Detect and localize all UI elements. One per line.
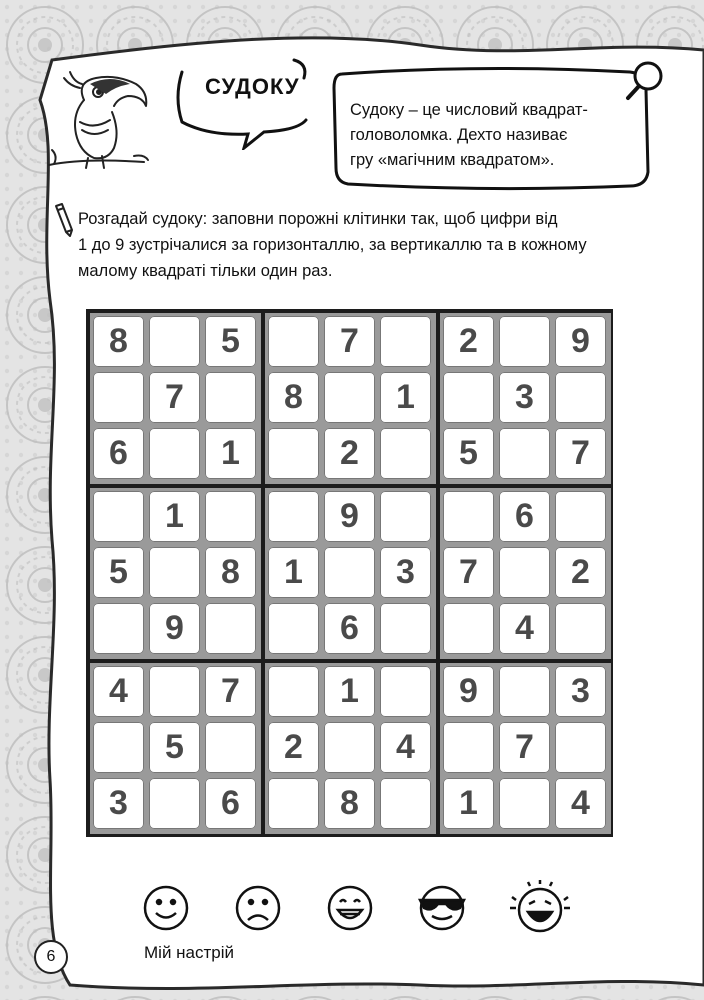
- sudoku-given-cell: 8: [324, 778, 375, 829]
- sudoku-given-cell: 9: [443, 666, 494, 717]
- sudoku-empty-cell[interactable]: [205, 603, 256, 654]
- instruction-line: малому квадраті тільки один раз.: [78, 262, 333, 280]
- sudoku-given-cell: 7: [149, 372, 200, 423]
- instruction-line: 1 до 9 зустрічалися за горизонталлю, за вертикаллю та в кожному: [78, 236, 587, 254]
- sudoku-given-cell: 6: [324, 603, 375, 654]
- sudoku-empty-cell[interactable]: [149, 428, 200, 479]
- sudoku-empty-cell[interactable]: [555, 372, 606, 423]
- sudoku-empty-cell[interactable]: [93, 603, 144, 654]
- sudoku-given-cell: 9: [324, 491, 375, 542]
- sudoku-given-cell: 7: [324, 316, 375, 367]
- info-line: гру «магічним квадратом».: [350, 151, 555, 169]
- sudoku-empty-cell[interactable]: [443, 372, 494, 423]
- sudoku-empty-cell[interactable]: [268, 603, 319, 654]
- sudoku-empty-cell[interactable]: [149, 316, 200, 367]
- page-number: 6: [34, 940, 68, 974]
- sudoku-empty-cell[interactable]: [380, 666, 431, 717]
- sudoku-given-cell: 2: [268, 722, 319, 773]
- sudoku-block: [265, 313, 436, 484]
- sudoku-given-cell: 1: [205, 428, 256, 479]
- mood-label: Мій настрій: [144, 943, 235, 962]
- sudoku-empty-cell[interactable]: [555, 491, 606, 542]
- sudoku-empty-cell[interactable]: [443, 603, 494, 654]
- sudoku-empty-cell[interactable]: [93, 491, 144, 542]
- sudoku-empty-cell[interactable]: [443, 722, 494, 773]
- sad-face-icon[interactable]: [237, 887, 279, 929]
- sudoku-given-cell: 8: [205, 547, 256, 598]
- sudoku-given-cell: 1: [324, 666, 375, 717]
- sudoku-given-cell: 4: [499, 603, 550, 654]
- sudoku-given-cell: 3: [93, 778, 144, 829]
- sudoku-given-cell: 5: [149, 722, 200, 773]
- info-line: Судоку – це числовий квадрат-: [350, 101, 588, 119]
- sudoku-empty-cell[interactable]: [93, 722, 144, 773]
- sudoku-given-cell: 1: [443, 778, 494, 829]
- sudoku-given-cell: 8: [93, 316, 144, 367]
- sudoku-given-cell: 3: [499, 372, 550, 423]
- sudoku-empty-cell[interactable]: [380, 316, 431, 367]
- instruction-text: [78, 206, 638, 284]
- sudoku-empty-cell[interactable]: [268, 428, 319, 479]
- parrot-mascot-icon: [44, 70, 154, 185]
- sudoku-given-cell: 9: [555, 316, 606, 367]
- sudoku-empty-cell[interactable]: [499, 778, 550, 829]
- sudoku-given-cell: 2: [443, 316, 494, 367]
- sudoku-empty-cell[interactable]: [380, 603, 431, 654]
- sudoku-block: [90, 663, 261, 834]
- sudoku-empty-cell[interactable]: [268, 316, 319, 367]
- info-line: головоломка. Дехто називає: [350, 126, 568, 144]
- sudoku-empty-cell[interactable]: [149, 547, 200, 598]
- sudoku-given-cell: 1: [380, 372, 431, 423]
- sudoku-empty-cell[interactable]: [555, 603, 606, 654]
- grin-face-icon[interactable]: [329, 887, 371, 929]
- sudoku-given-cell: 5: [205, 316, 256, 367]
- sudoku-block: [90, 488, 261, 659]
- sudoku-empty-cell[interactable]: [443, 491, 494, 542]
- sudoku-empty-cell[interactable]: [499, 666, 550, 717]
- sudoku-given-cell: 1: [149, 491, 200, 542]
- instruction-line: Розгадай судоку: заповни порожні клітинки так, щоб цифри від: [78, 210, 558, 228]
- sudoku-empty-cell[interactable]: [205, 491, 256, 542]
- sudoku-empty-cell[interactable]: [324, 547, 375, 598]
- sudoku-given-cell: 1: [268, 547, 319, 598]
- sudoku-empty-cell[interactable]: [93, 372, 144, 423]
- sudoku-block: [90, 313, 261, 484]
- sudoku-given-cell: 6: [205, 778, 256, 829]
- sudoku-block: [440, 663, 611, 834]
- sudoku-given-cell: 8: [268, 372, 319, 423]
- sudoku-empty-cell[interactable]: [268, 778, 319, 829]
- sudoku-empty-cell[interactable]: [324, 722, 375, 773]
- sudoku-given-cell: 4: [555, 778, 606, 829]
- sudoku-given-cell: 4: [380, 722, 431, 773]
- sudoku-empty-cell[interactable]: [499, 547, 550, 598]
- sudoku-given-cell: 2: [555, 547, 606, 598]
- sudoku-empty-cell[interactable]: [380, 491, 431, 542]
- sudoku-empty-cell[interactable]: [499, 316, 550, 367]
- title-bubble: [168, 50, 318, 150]
- sudoku-given-cell: 3: [380, 547, 431, 598]
- sudoku-given-cell: 7: [555, 428, 606, 479]
- sudoku-empty-cell[interactable]: [499, 428, 550, 479]
- sudoku-empty-cell[interactable]: [555, 722, 606, 773]
- sudoku-block: [440, 313, 611, 484]
- sunglasses-face-icon[interactable]: [420, 887, 464, 929]
- sudoku-grid: [86, 309, 613, 837]
- info-text: [350, 98, 630, 173]
- laughing-face-icon[interactable]: [510, 880, 570, 931]
- sudoku-empty-cell[interactable]: [380, 778, 431, 829]
- sudoku-given-cell: 5: [443, 428, 494, 479]
- sudoku-empty-cell[interactable]: [324, 372, 375, 423]
- sudoku-given-cell: 7: [499, 722, 550, 773]
- sudoku-given-cell: 6: [93, 428, 144, 479]
- sudoku-block: [440, 488, 611, 659]
- sudoku-empty-cell[interactable]: [380, 428, 431, 479]
- sudoku-given-cell: 6: [499, 491, 550, 542]
- sudoku-given-cell: 9: [149, 603, 200, 654]
- sudoku-block: [265, 488, 436, 659]
- sudoku-block: [265, 663, 436, 834]
- pencil-icon: [52, 202, 76, 238]
- sudoku-empty-cell[interactable]: [149, 666, 200, 717]
- sudoku-empty-cell[interactable]: [268, 666, 319, 717]
- sudoku-given-cell: 5: [93, 547, 144, 598]
- sudoku-given-cell: 7: [205, 666, 256, 717]
- smile-face-icon[interactable]: [145, 887, 187, 929]
- sudoku-empty-cell[interactable]: [205, 722, 256, 773]
- mood-faces: [130, 880, 590, 940]
- page-title: СУДОКУ: [205, 74, 300, 99]
- sudoku-empty-cell[interactable]: [268, 491, 319, 542]
- sudoku-empty-cell[interactable]: [149, 778, 200, 829]
- sudoku-given-cell: 3: [555, 666, 606, 717]
- sudoku-given-cell: 7: [443, 547, 494, 598]
- sudoku-given-cell: 2: [324, 428, 375, 479]
- sudoku-given-cell: 4: [93, 666, 144, 717]
- sudoku-empty-cell[interactable]: [205, 372, 256, 423]
